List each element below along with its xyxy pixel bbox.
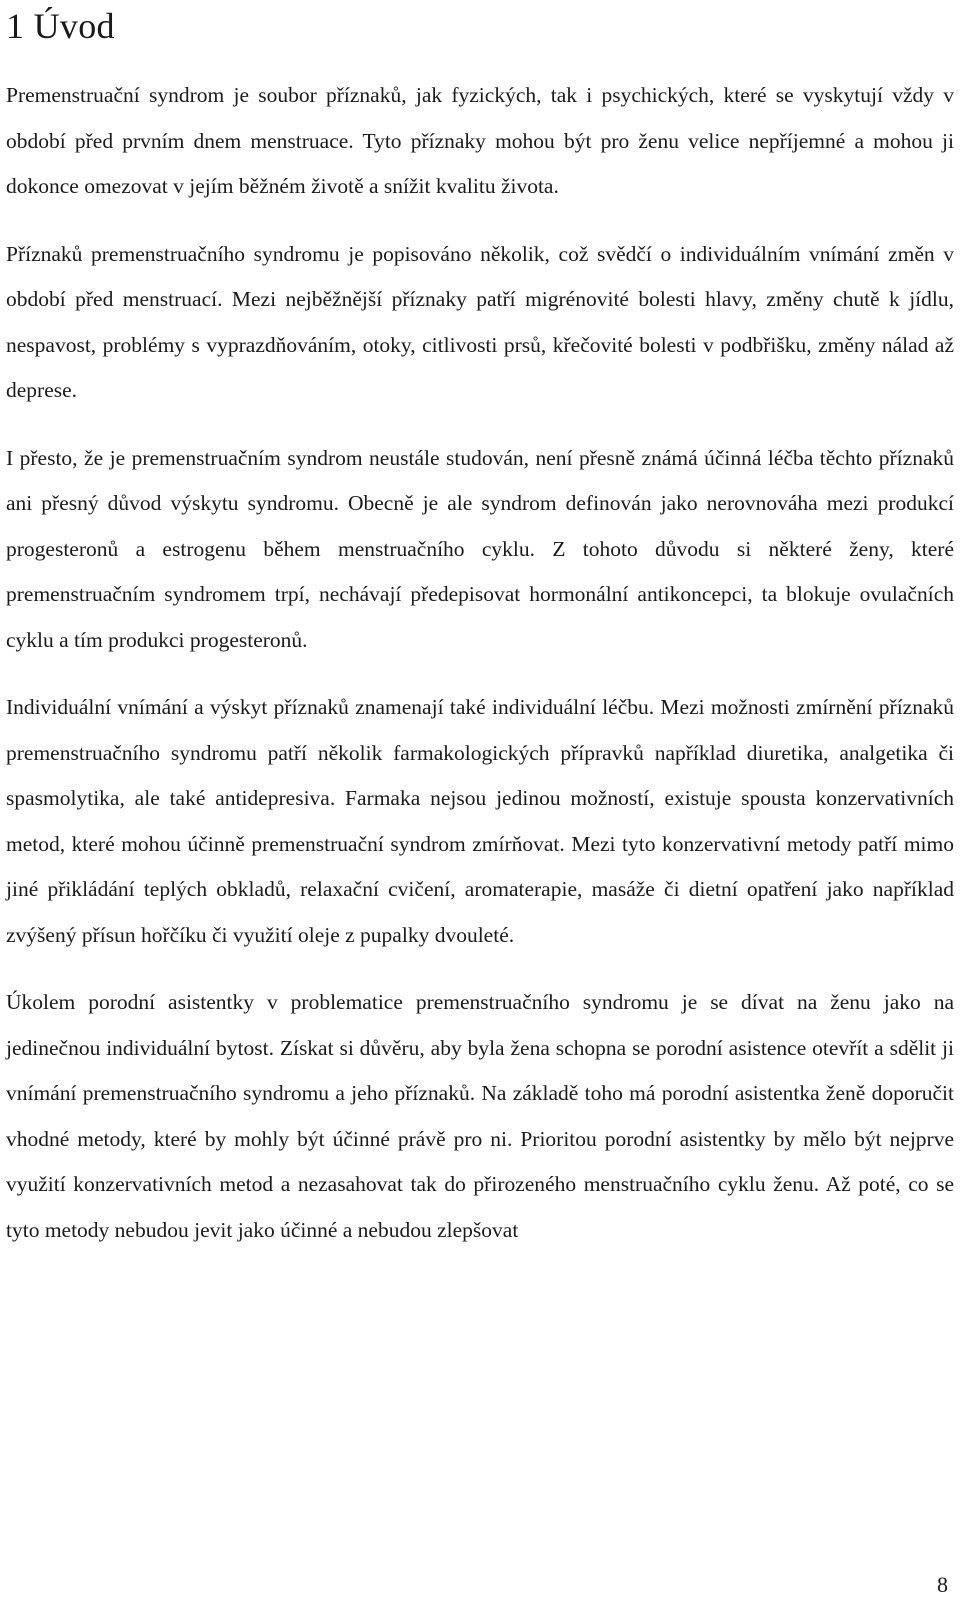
chapter-title: 1 Úvod xyxy=(6,6,115,46)
paragraph-treatment-options: Individuální vnímání a výskyt příznaků znamenají také individuální léčbu. Mezi možnosti zmírnění příznaků premenstruačního syndromu patří několik farmakologických přípravků například diuretika, analgetika či spasmolytika, ale také antidepresiva. Farmaka nejsou jedinou možností, existuje spousta konzervativních metod, které mohou účinně premenstruační syndrom zmírňovat. Mezi tyto konzervativní metody patří mimo jiné přikládání teplých obkladů, relaxační cvičení, aromaterapie, masáže či dietní opatření jako například zvýšený přísun hořčíku či využití oleje z pupalky dvouleté. xyxy=(6,695,954,947)
paragraph-midwife-role: Úkolem porodní asistentky v problematice premenstruačního syndromu je se dívat na ženu jako na jedinečnou individuální bytost. Získat si důvěru, aby byla žena schopna se porodní asistence otevřít a sdělit ji vnímání premenstruačního syndromu a jeho příznaků. Na základě toho má porodní asistentka ženě doporučit vhodné metody, které by mohly být účinné právě pro ni. Prioritou porodní asistentky by mělo být nejprve využití konzervativních metod a nezasahovat tak do přirozeného menstruačního cyklu ženu. Až poté, co se tyto metody nebudou jevit jako účinné a nebudou zlepšovat xyxy=(6,990,954,1242)
paragraph-treatment-unknown: I přesto, že je premenstruačním syndrom neustále studován, není přesně známá účinná léčba těchto příznaků ani přesný důvod výskytu syndromu. Obecně je ale syndrom definován jako nerovnováha mezi produkcí progesteronů a estrogenu během menstruačního cyklu. Z tohoto důvodu si některé ženy, které premenstruačním syndromem trpí, nechávají předepisovat hormonální antikoncepci, ta blokuje ovulačních cyklu a tím produkci progesteronů. xyxy=(6,445,954,652)
page-number: 8 xyxy=(937,1572,948,1597)
document-page xyxy=(6,0,954,1253)
paragraph-symptoms: Příznaků premenstruačního syndromu je popisováno několik, což svědčí o individuálním vnímání změn v období před menstruací. Mezi nejběžnější příznaky patří migrénovité bolesti hlavy, změny chutě k jídlu, nespavost, problémy s vyprazdňováním, otoky, citlivosti prsů, křečovité bolesti v podbřišku, změny nálad až deprese. xyxy=(6,241,954,402)
paragraph-intro: Premenstruační syndrom je soubor příznaků, jak fyzických, tak i psychických, které se vyskytují vždy v období před prvním dnem menstruace. Tyto příznaky mohou být pro ženu velice nepříjemné a mohou ji dokonce omezovat v jejím běžném životě a snížit kvalitu života. xyxy=(6,83,954,198)
